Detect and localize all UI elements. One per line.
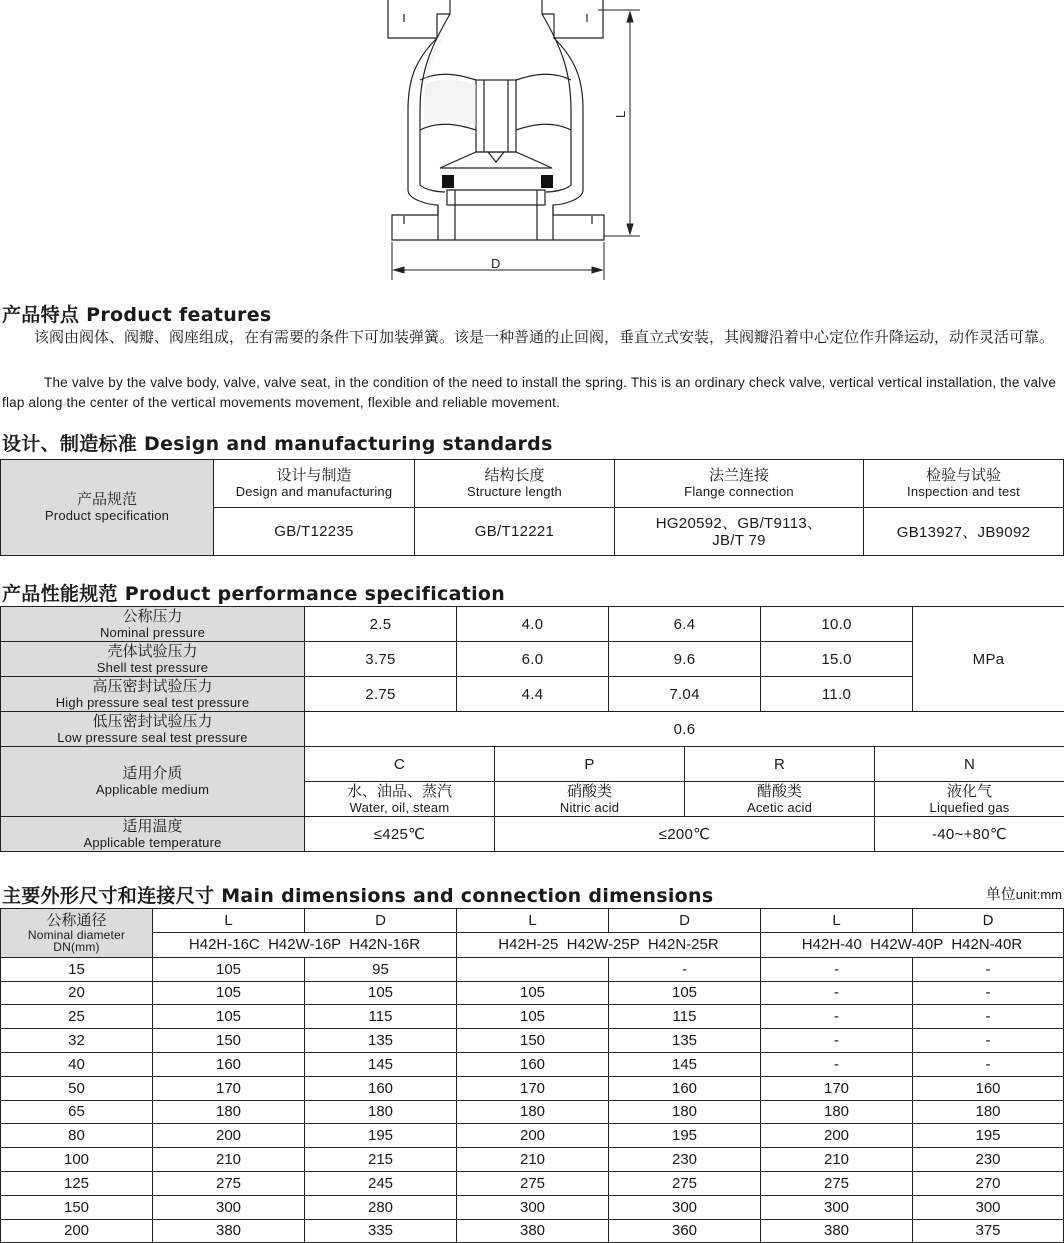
dimension-cell: 160 <box>153 1052 305 1076</box>
dimension-cell: 360 <box>609 1219 761 1243</box>
dimension-cell: 180 <box>913 1100 1064 1124</box>
dimension-cell: 270 <box>913 1171 1064 1195</box>
medium-name: 液化气 Liquefied gas <box>875 782 1064 817</box>
dimension-cell: 380 <box>153 1219 305 1243</box>
dimension-cell: 150 <box>457 1029 609 1053</box>
dimension-cell: 160 <box>609 1076 761 1100</box>
dimension-cell: 115 <box>305 1005 457 1029</box>
dimension-cell: 275 <box>153 1171 305 1195</box>
col-label: L <box>457 909 609 933</box>
medium-name: 醋酸类 Acetic acid <box>685 782 875 817</box>
model-header: H42H-25 H42W-25P H42N-25R <box>457 932 761 957</box>
dimension-cell: 105 <box>153 981 305 1005</box>
dimension-cell: 160 <box>305 1076 457 1100</box>
dn-cell: 80 <box>1 1124 153 1148</box>
dimension-cell: 200 <box>153 1124 305 1148</box>
dimension-cell: - <box>913 1005 1064 1029</box>
shell-test-pressure-value: 3.75 <box>305 642 457 677</box>
dimension-cell: - <box>761 981 913 1005</box>
standards-header: 结构长度 Structure length <box>415 460 615 508</box>
dn-cell: 150 <box>1 1195 153 1219</box>
dn-cell: 15 <box>1 957 153 981</box>
dn-header: 公称通径 Nominal diameter DN(mm) <box>1 909 153 958</box>
nominal-pressure-value: 6.4 <box>609 607 761 642</box>
high-seal-pressure-value: 4.4 <box>457 677 609 712</box>
standards-header: 设计与制造 Design and manufacturing <box>214 460 415 508</box>
high-seal-pressure-value: 11.0 <box>761 677 913 712</box>
applicable-temperature-label: 适用温度 Applicable temperature <box>1 817 305 852</box>
dimensions-title: 主要外形尺寸和连接尺寸 Main dimensions and connection dimensions <box>2 885 714 907</box>
medium-name: 硝酸类 Nitric acid <box>495 782 685 817</box>
dimension-cell: 145 <box>609 1052 761 1076</box>
col-label: D <box>913 909 1064 933</box>
table-row <box>1 957 1064 981</box>
medium-code: C <box>305 747 495 782</box>
dimension-cell: - <box>913 1029 1064 1053</box>
dimension-cell: 300 <box>609 1195 761 1219</box>
dimension-cell: 300 <box>153 1195 305 1219</box>
table-row <box>1 981 1064 1005</box>
dimension-cell: 195 <box>913 1124 1064 1148</box>
standards-title: 设计、制造标准 Design and manufacturing standards <box>2 433 553 455</box>
table-row <box>1 1100 1064 1124</box>
performance-table <box>0 606 1064 852</box>
dimension-cell: 195 <box>609 1124 761 1148</box>
dimension-cell: 280 <box>305 1195 457 1219</box>
dimension-cell: 275 <box>609 1171 761 1195</box>
dimension-cell: 180 <box>305 1100 457 1124</box>
dimension-cell: 105 <box>153 1005 305 1029</box>
dimension-d-label: D <box>491 256 501 271</box>
dimension-cell: - <box>913 1052 1064 1076</box>
dimension-cell: - <box>761 1005 913 1029</box>
dn-cell: 20 <box>1 981 153 1005</box>
dn-cell: 50 <box>1 1076 153 1100</box>
dimension-cell: 380 <box>457 1219 609 1243</box>
dimension-cell: 105 <box>457 1005 609 1029</box>
dimensions-body <box>1 957 1064 1243</box>
dimension-cell: - <box>913 957 1064 981</box>
standards-value: HG20592、GB/T9113、JB/T 79 <box>615 508 864 556</box>
dimension-cell: 135 <box>305 1029 457 1053</box>
model-header: H42H-40 H42W-40P H42N-40R <box>761 932 1064 957</box>
low-seal-pressure-label: 低压密封试验压力 Low pressure seal test pressure <box>1 712 305 747</box>
valve-section-drawing <box>380 0 660 285</box>
dimension-cell: 135 <box>609 1029 761 1053</box>
dn-cell: 25 <box>1 1005 153 1029</box>
table-row <box>1 1052 1064 1076</box>
dimension-cell: 200 <box>457 1124 609 1148</box>
dimension-cell: 160 <box>457 1052 609 1076</box>
features-text-cn: 该阀由阀体、阀瓣、阀座组成，在有需要的条件下可加装弹簧。该是一种普通的止回阀，垂直立式安装，其阀瓣沿着中心定位作升降运动，动作灵活可靠。 <box>34 329 1055 346</box>
medium-name: 水、油品、蒸汽 Water, oil, steam <box>305 782 495 817</box>
features-title: 产品特点 Product features <box>2 304 272 326</box>
dimension-cell: 145 <box>305 1052 457 1076</box>
dimensions-table <box>0 908 1064 1243</box>
standards-row-label: 产品规范 Product specification <box>1 460 214 556</box>
dn-cell: 125 <box>1 1171 153 1195</box>
temperature-value: ≤425℃ <box>305 817 495 852</box>
dimension-cell: 105 <box>153 957 305 981</box>
table-row <box>1 1005 1064 1029</box>
dimension-cell: 210 <box>153 1148 305 1172</box>
standards-header: 法兰连接 Flange connection <box>615 460 864 508</box>
standards-value: GB/T12221 <box>415 508 615 556</box>
nominal-pressure-value: 2.5 <box>305 607 457 642</box>
dimension-cell <box>457 957 609 981</box>
col-label: D <box>305 909 457 933</box>
table-row <box>1 1219 1064 1243</box>
dimension-cell: - <box>913 981 1064 1005</box>
dimension-cell: 95 <box>305 957 457 981</box>
dimension-cell: 170 <box>153 1076 305 1100</box>
standards-header: 检验与试验 Inspection and test <box>864 460 1064 508</box>
dimension-cell: 115 <box>609 1005 761 1029</box>
dimension-cell: 210 <box>761 1148 913 1172</box>
dn-cell: 100 <box>1 1148 153 1172</box>
features-text-en: The valve by the valve body, valve, valve seat, in the condition of the need to install the spring. This is an ordinary check valve, vertical vertical installation, the valve flap along the center of the vertical movements movement, flexible and reliable movement. <box>2 375 1057 410</box>
applicable-medium-label: 适用介质 Applicable medium <box>1 747 305 817</box>
medium-code: R <box>685 747 875 782</box>
low-seal-pressure-value: 0.6 <box>305 712 1064 747</box>
dimension-cell: - <box>761 1052 913 1076</box>
shell-test-pressure-label: 壳体试验压力 Shell test pressure <box>1 642 305 677</box>
dimension-cell: 200 <box>761 1124 913 1148</box>
dn-cell: 65 <box>1 1100 153 1124</box>
dimension-cell: 210 <box>457 1148 609 1172</box>
table-row <box>1 1195 1064 1219</box>
high-seal-pressure-label: 高压密封试验压力 High pressure seal test pressure <box>1 677 305 712</box>
col-label: L <box>761 909 913 933</box>
table-row <box>1 1148 1064 1172</box>
dimension-cell: - <box>609 957 761 981</box>
medium-code: P <box>495 747 685 782</box>
dimension-l-label: L <box>613 110 628 118</box>
dimension-cell: 105 <box>305 981 457 1005</box>
dimension-cell: 180 <box>609 1100 761 1124</box>
dimension-cell: 375 <box>913 1219 1064 1243</box>
performance-title: 产品性能规范 Product performance specification <box>2 583 506 605</box>
dimension-cell: 245 <box>305 1171 457 1195</box>
shell-test-pressure-value: 9.6 <box>609 642 761 677</box>
dimension-cell: 160 <box>913 1076 1064 1100</box>
dimension-cell: 300 <box>913 1195 1064 1219</box>
col-label: D <box>609 909 761 933</box>
dimension-cell: 380 <box>761 1219 913 1243</box>
shell-test-pressure-value: 15.0 <box>761 642 913 677</box>
dn-cell: 200 <box>1 1219 153 1243</box>
standards-table <box>0 459 1064 556</box>
high-seal-pressure-value: 7.04 <box>609 677 761 712</box>
dimension-cell: 215 <box>305 1148 457 1172</box>
table-row <box>1 1029 1064 1053</box>
high-seal-pressure-value: 2.75 <box>305 677 457 712</box>
dimension-cell: 300 <box>457 1195 609 1219</box>
temperature-value: ≤200℃ <box>495 817 875 852</box>
dimension-cell: 105 <box>609 981 761 1005</box>
dimension-cell: 300 <box>761 1195 913 1219</box>
temperature-value: -40~+80℃ <box>875 817 1064 852</box>
dimension-cell: 230 <box>609 1148 761 1172</box>
nominal-pressure-value: 10.0 <box>761 607 913 642</box>
medium-code: N <box>875 747 1064 782</box>
shell-test-pressure-value: 6.0 <box>457 642 609 677</box>
table-row <box>1 1076 1064 1100</box>
table-row <box>1 1171 1064 1195</box>
standards-value: GB/T12235 <box>214 508 415 556</box>
pressure-unit: MPa <box>913 607 1064 712</box>
dimension-cell: 150 <box>153 1029 305 1053</box>
nominal-pressure-value: 4.0 <box>457 607 609 642</box>
nominal-pressure-label: 公称压力 Nominal pressure <box>1 607 305 642</box>
dimension-cell: 180 <box>761 1100 913 1124</box>
dimension-cell: 105 <box>457 981 609 1005</box>
table-row <box>1 1124 1064 1148</box>
dn-cell: 32 <box>1 1029 153 1053</box>
dimension-cell: 180 <box>457 1100 609 1124</box>
dimension-cell: - <box>761 1029 913 1053</box>
dimension-cell: 275 <box>761 1171 913 1195</box>
dimension-cell: 195 <box>305 1124 457 1148</box>
unit-label: 单位unit:mm <box>985 886 1062 903</box>
dimension-cell: 170 <box>457 1076 609 1100</box>
dimension-cell: 230 <box>913 1148 1064 1172</box>
dimension-cell: 335 <box>305 1219 457 1243</box>
dimension-cell: 170 <box>761 1076 913 1100</box>
standards-value: GB13927、JB9092 <box>864 508 1064 556</box>
col-label: L <box>153 909 305 933</box>
dn-cell: 40 <box>1 1052 153 1076</box>
dimension-cell: 275 <box>457 1171 609 1195</box>
model-header: H42H-16C H42W-16P H42N-16R <box>153 932 457 957</box>
dimension-cell: - <box>761 957 913 981</box>
dimension-cell: 180 <box>153 1100 305 1124</box>
